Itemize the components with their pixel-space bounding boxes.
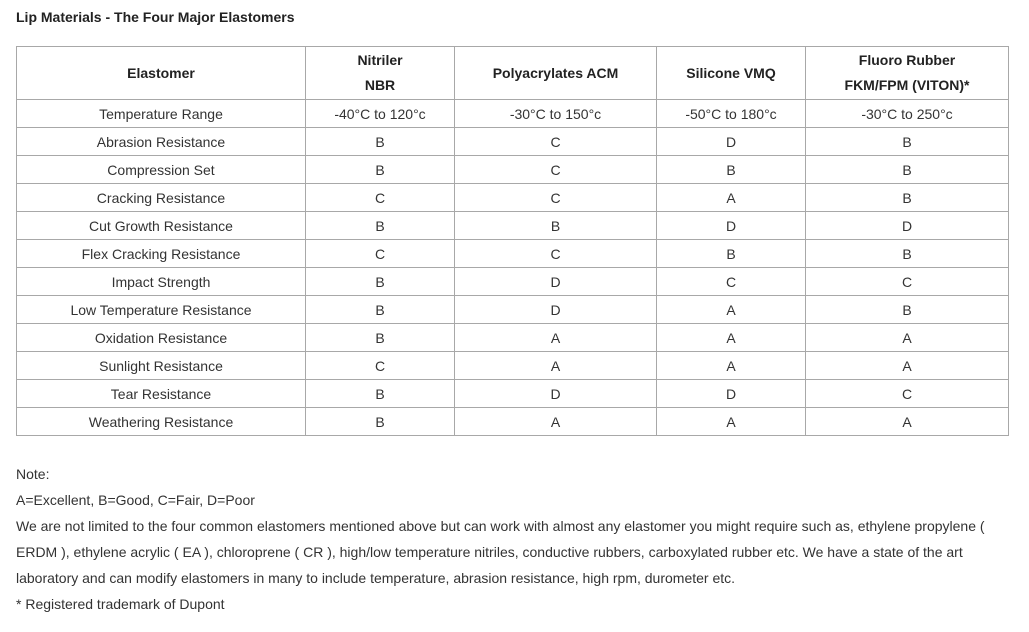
acm-cell: C [455, 128, 657, 156]
table-row [17, 212, 1009, 240]
fkm-cell: B [806, 128, 1009, 156]
nbr-cell: B [306, 324, 455, 352]
note-label: Note: [16, 466, 50, 482]
fkm-cell: -30°C to 250°c [806, 100, 1009, 128]
vmq-cell: D [657, 212, 806, 240]
table-row [17, 380, 1009, 408]
acm-cell: C [455, 240, 657, 268]
table-row [17, 100, 1009, 128]
property-cell: Sunlight Resistance [17, 352, 306, 380]
vmq-cell: A [657, 184, 806, 212]
fkm-cell: A [806, 352, 1009, 380]
acm-cell: C [455, 156, 657, 184]
table-row [17, 128, 1009, 156]
property-cell: Abrasion Resistance [17, 128, 306, 156]
nbr-cell: C [306, 240, 455, 268]
fkm-cell: B [806, 156, 1009, 184]
header-vmq [657, 47, 806, 100]
vmq-cell: A [657, 352, 806, 380]
fkm-cell: C [806, 268, 1009, 296]
header-fkm [806, 47, 1009, 100]
vmq-cell: C [657, 268, 806, 296]
fkm-cell: B [806, 184, 1009, 212]
nbr-cell: B [306, 408, 455, 436]
nbr-cell: B [306, 128, 455, 156]
acm-cell: -30°C to 150°c [455, 100, 657, 128]
page-title: Lip Materials - The Four Major Elastomers [16, 9, 295, 25]
table-row [17, 240, 1009, 268]
notes-section [16, 461, 1016, 617]
fkm-cell: D [806, 212, 1009, 240]
acm-cell: D [455, 380, 657, 408]
property-cell: Impact Strength [17, 268, 306, 296]
table-row [17, 296, 1009, 324]
property-cell: Low Temperature Resistance [17, 296, 306, 324]
fkm-cell: A [806, 324, 1009, 352]
table-row [17, 352, 1009, 380]
acm-cell: C [455, 184, 657, 212]
nbr-cell: B [306, 156, 455, 184]
table-header-row [17, 47, 1009, 100]
header-acm-label: Polyacrylates ACM [492, 64, 619, 81]
vmq-cell: -50°C to 180°c [657, 100, 806, 128]
vmq-cell: A [657, 324, 806, 352]
nbr-cell: -40°C to 120°c [306, 100, 455, 128]
vmq-cell: D [657, 380, 806, 408]
property-cell: Cut Growth Resistance [17, 212, 306, 240]
property-cell: Temperature Range [17, 100, 306, 128]
header-elastomer-label: Elastomer [127, 64, 195, 81]
note-body: We are not limited to the four common elastomers mentioned above but can work with almost any elastomer you might require such as, ethylene propylene ( ERDM ), ethylene acrylic ( EA ), chloroprene ( CR ), high/low temperature nitriles, conductive rubbers, carboxylated rubber etc. We have a state of the art laboratory and can modify elastomers in many to include temperature, abrasion resistance, high rpm, durometer etc. [16, 518, 985, 586]
property-cell: Oxidation Resistance [17, 324, 306, 352]
rating-legend: A=Excellent, B=Good, C=Fair, D=Poor [16, 492, 255, 508]
table-row [17, 156, 1009, 184]
header-nbr-line2: NBR [364, 77, 396, 93]
header-nbr [306, 47, 455, 100]
property-cell: Flex Cracking Resistance [17, 240, 306, 268]
acm-cell: A [455, 352, 657, 380]
fkm-cell: B [806, 296, 1009, 324]
header-nbr-line1: Nitriler [357, 52, 403, 68]
property-cell: Compression Set [17, 156, 306, 184]
acm-cell: D [455, 268, 657, 296]
header-acm [455, 47, 657, 100]
acm-cell: B [455, 212, 657, 240]
table-row [17, 184, 1009, 212]
nbr-cell: B [306, 380, 455, 408]
acm-cell: A [455, 408, 657, 436]
trademark-note: * Registered trademark of Dupont [16, 596, 225, 612]
elastomer-comparison-table [16, 46, 1009, 436]
acm-cell: D [455, 296, 657, 324]
vmq-cell: A [657, 296, 806, 324]
nbr-cell: B [306, 268, 455, 296]
nbr-cell: C [306, 184, 455, 212]
header-elastomer [17, 47, 306, 100]
fkm-cell: A [806, 408, 1009, 436]
fkm-cell: B [806, 240, 1009, 268]
nbr-cell: C [306, 352, 455, 380]
property-cell: Cracking Resistance [17, 184, 306, 212]
vmq-cell: B [657, 240, 806, 268]
table-row [17, 408, 1009, 436]
fkm-cell: C [806, 380, 1009, 408]
table-row [17, 268, 1009, 296]
table-row [17, 324, 1009, 352]
vmq-cell: D [657, 128, 806, 156]
acm-cell: A [455, 324, 657, 352]
property-cell: Weathering Resistance [17, 408, 306, 436]
vmq-cell: A [657, 408, 806, 436]
header-fkm-line1: Fluoro Rubber [858, 52, 956, 68]
nbr-cell: B [306, 212, 455, 240]
header-vmq-label: Silicone VMQ [686, 64, 776, 81]
property-cell: Tear Resistance [17, 380, 306, 408]
header-fkm-line2: FKM/FPM (VITON)* [844, 77, 970, 93]
vmq-cell: B [657, 156, 806, 184]
nbr-cell: B [306, 296, 455, 324]
